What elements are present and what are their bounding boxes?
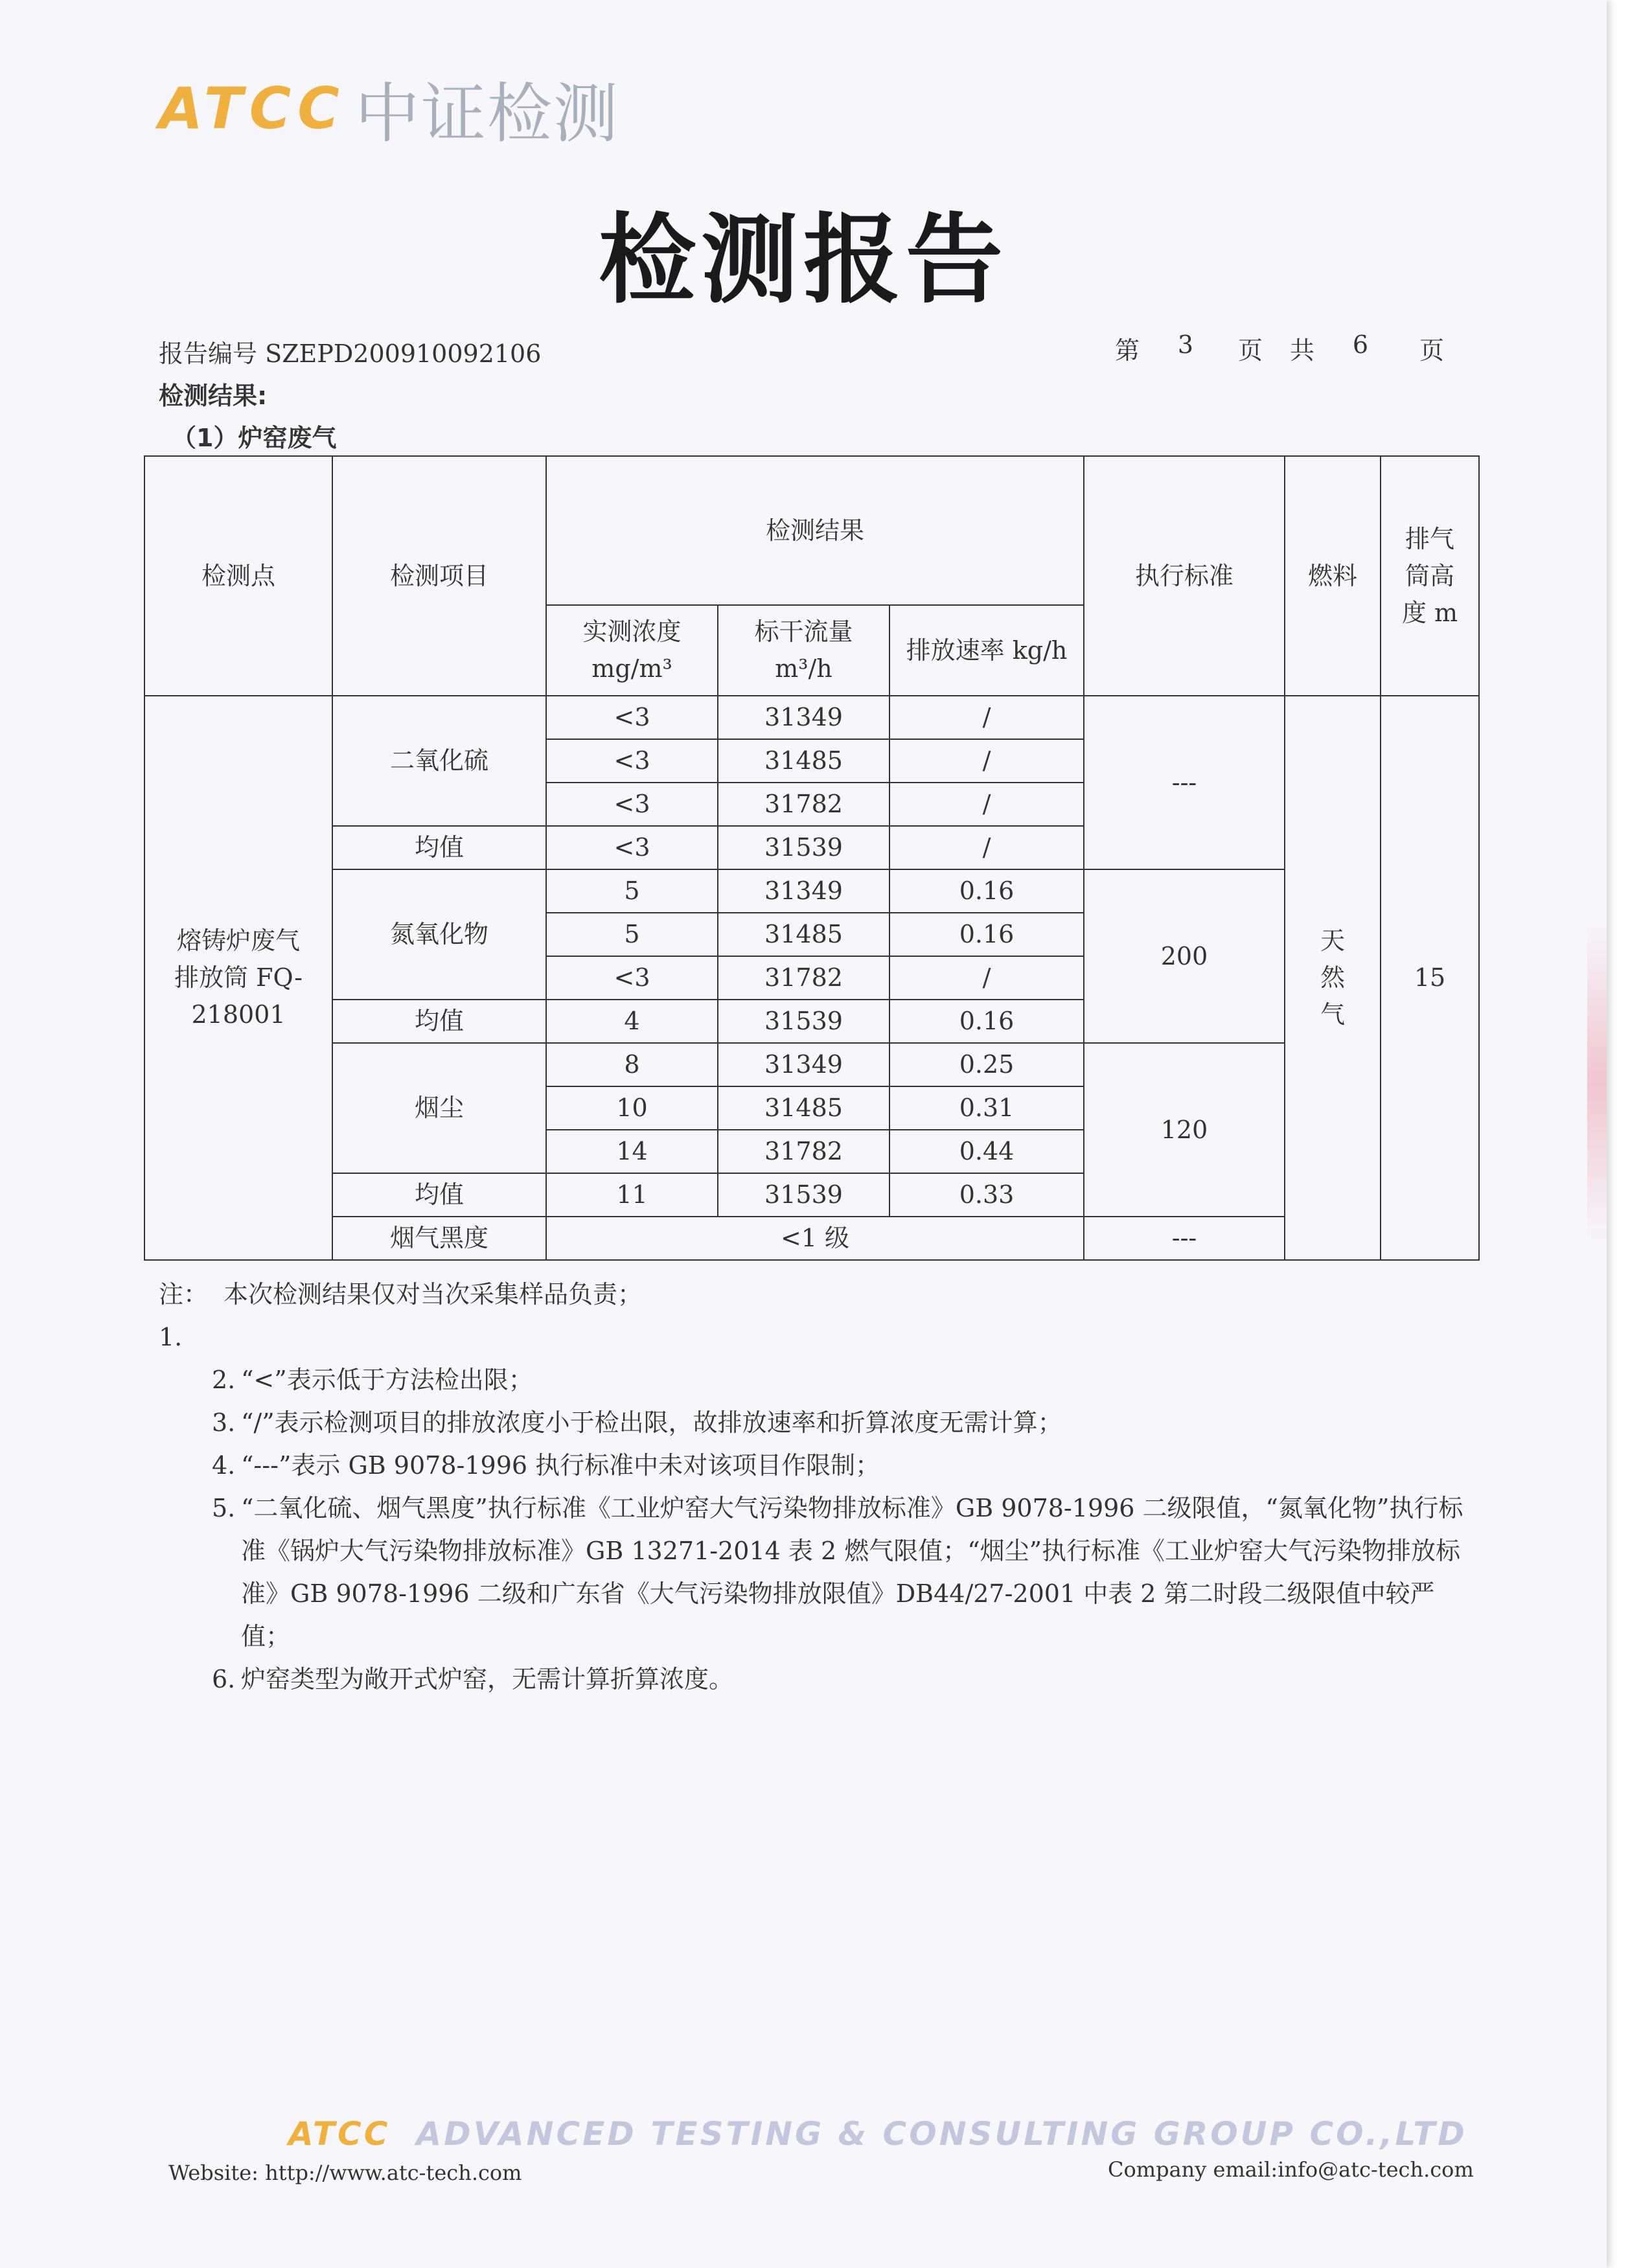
- cell-point: 熔铸炉废气 排放筒 FQ-218001: [144, 696, 332, 1260]
- page-total: 6: [1352, 330, 1369, 359]
- note-num: 3.: [212, 1408, 236, 1437]
- cell-conc: <3: [546, 826, 718, 869]
- cell-conc: <3: [546, 739, 718, 783]
- note-text: 本次检测结果仅对当次采集样品负责；: [224, 1280, 643, 1309]
- cell-flow: 31349: [718, 869, 889, 913]
- note-item: [159, 1273, 1480, 1358]
- cell-mean-label: 均值: [332, 1000, 546, 1043]
- cell-flow: 31485: [718, 739, 889, 783]
- results-label: 检测结果:: [159, 382, 268, 410]
- note-item: [159, 1444, 1480, 1487]
- footer-website: Website: http://www.atc-tech.com: [168, 2160, 522, 2185]
- note-num: 2.: [212, 1366, 236, 1394]
- cell-rate: /: [889, 696, 1084, 739]
- cell-conc: 4: [546, 1000, 718, 1043]
- cell-item: 二氧化硫: [332, 696, 546, 826]
- notes: [159, 1273, 1480, 1701]
- cell-rate: 0.16: [889, 869, 1084, 913]
- cell-standard: 200: [1084, 869, 1285, 1043]
- cell-rate: 0.16: [889, 913, 1084, 956]
- page-current: 3: [1177, 330, 1194, 359]
- header-item: 检测项目: [332, 456, 546, 696]
- cell-flow: 31485: [718, 1086, 889, 1130]
- cell-rate: /: [889, 783, 1084, 826]
- note-text: “二氧化硫、烟气黑度”执行标准《工业炉窑大气污染物排放标准》GB 9078-1996 二级限值，“氮氧化物”执行标准《锅炉大气污染物排放标准》GB 13271-2014 表 2 燃气限值；“烟尘”执行标准《工业炉窑大气污染物排放标准》GB 9078-1996 二级和广东省《大气污染物排放限值》DB44/27-2001 中表 2 第二时段二级限值中较严值；: [241, 1494, 1463, 1651]
- note-item: [159, 1658, 1480, 1701]
- cell-conc: 11: [546, 1173, 718, 1217]
- note-item: [159, 1487, 1480, 1658]
- cell-rate: 0.25: [889, 1043, 1084, 1086]
- note-text: “<”表示低于方法检出限；: [241, 1366, 533, 1394]
- cell-conc: 5: [546, 913, 718, 956]
- cell-standard: ---: [1084, 1217, 1285, 1260]
- cell-conc: 10: [546, 1086, 718, 1130]
- cell-height: 15: [1381, 696, 1479, 1260]
- note-prefix: 注：1.: [159, 1280, 209, 1351]
- cell-mean-label: 均值: [332, 826, 546, 869]
- footer-email: Company email:info@atc-tech.com: [1108, 2157, 1474, 2182]
- report-number: 报告编号 SZEPD200910092106: [159, 339, 542, 368]
- cell-conc: 5: [546, 869, 718, 913]
- footer-company-name: ADVANCED TESTING & CONSULTING GROUP CO.,LTD: [416, 2115, 1467, 2153]
- cell-flow: 31485: [718, 913, 889, 956]
- cell-flow: 31539: [718, 1000, 889, 1043]
- cell-mean-label: 均值: [332, 1173, 546, 1217]
- cell-rate: 0.33: [889, 1173, 1084, 1217]
- page-info-word: 第: [1114, 336, 1140, 365]
- cell-rate: 0.16: [889, 1000, 1084, 1043]
- cell-rate: /: [889, 826, 1084, 869]
- note-num: 4.: [212, 1451, 236, 1480]
- header-standard: 执行标准: [1084, 456, 1285, 696]
- header-result: 检测结果: [546, 456, 1084, 605]
- section-label: （1）炉窑废气: [172, 424, 337, 452]
- header-fuel: 燃料: [1285, 456, 1381, 696]
- cell-rate: 0.31: [889, 1086, 1084, 1130]
- cell-item: 氮氧化物: [332, 869, 546, 1000]
- cell-flow: 31782: [718, 956, 889, 1000]
- cell-flow: 31782: [718, 1130, 889, 1173]
- header-height: 排气筒高度 m: [1381, 456, 1479, 696]
- header-conc: 实测浓度 mg/m³: [546, 605, 718, 696]
- cell-rate: /: [889, 739, 1084, 783]
- note-item: [159, 1401, 1480, 1444]
- note-text: “---”表示 GB 9078-1996 执行标准中未对该项目作限制；: [241, 1451, 880, 1480]
- results-table: [144, 455, 1480, 1261]
- cell-standard: ---: [1084, 696, 1285, 869]
- red-stamp-mark: [1587, 920, 1607, 1244]
- cell-conc: <3: [546, 783, 718, 826]
- header-flow: 标干流量 m³/h: [718, 605, 889, 696]
- cell-conc: <3: [546, 956, 718, 1000]
- cell-standard: 120: [1084, 1043, 1285, 1217]
- cell-rate: 0.44: [889, 1130, 1084, 1173]
- footer-company: [288, 2115, 1467, 2153]
- cell-fuel: 天然气: [1285, 696, 1381, 1260]
- cell-flow: 31539: [718, 1173, 889, 1217]
- header-rate: 排放速率 kg/h: [889, 605, 1084, 696]
- table-row: [144, 696, 1479, 739]
- note-text: 炉窑类型为敞开式炉窑，无需计算折算浓度。: [241, 1665, 734, 1693]
- header-point: 检测点: [144, 456, 332, 696]
- cell-item: 烟气黑度: [332, 1217, 546, 1260]
- cell-flow: 31539: [718, 826, 889, 869]
- note-text: “/”表示检测项目的排放浓度小于检出限，故排放速率和折算浓度无需计算；: [241, 1408, 1062, 1437]
- cell-conc: 8: [546, 1043, 718, 1086]
- page-info-word: 页: [1237, 336, 1263, 365]
- page-info-word: 共: [1289, 336, 1314, 365]
- document-title: 检测报告: [598, 204, 1008, 317]
- note-num: 6.: [212, 1665, 236, 1693]
- cell-conc: <3: [546, 696, 718, 739]
- cell-blackness-value: <1 级: [546, 1217, 1084, 1260]
- table-row: [144, 869, 1479, 913]
- cell-rate: /: [889, 956, 1084, 1000]
- cell-flow: 31782: [718, 783, 889, 826]
- note-item: [159, 1358, 1480, 1401]
- table-row: [144, 1043, 1479, 1086]
- page-info-word: 页: [1419, 336, 1444, 365]
- logo-text-cn: 中证检测: [354, 76, 619, 152]
- cell-flow: 31349: [718, 1043, 889, 1086]
- table-row: [144, 1217, 1479, 1260]
- note-num: 5.: [212, 1494, 236, 1522]
- cell-item: 烟尘: [332, 1043, 546, 1173]
- cell-flow: 31349: [718, 696, 889, 739]
- logo-text-en: ATCC: [159, 74, 346, 142]
- company-logo: [159, 62, 619, 155]
- footer-brand: ATCC: [288, 2115, 391, 2153]
- cell-conc: 14: [546, 1130, 718, 1173]
- page-info: [1101, 330, 1464, 366]
